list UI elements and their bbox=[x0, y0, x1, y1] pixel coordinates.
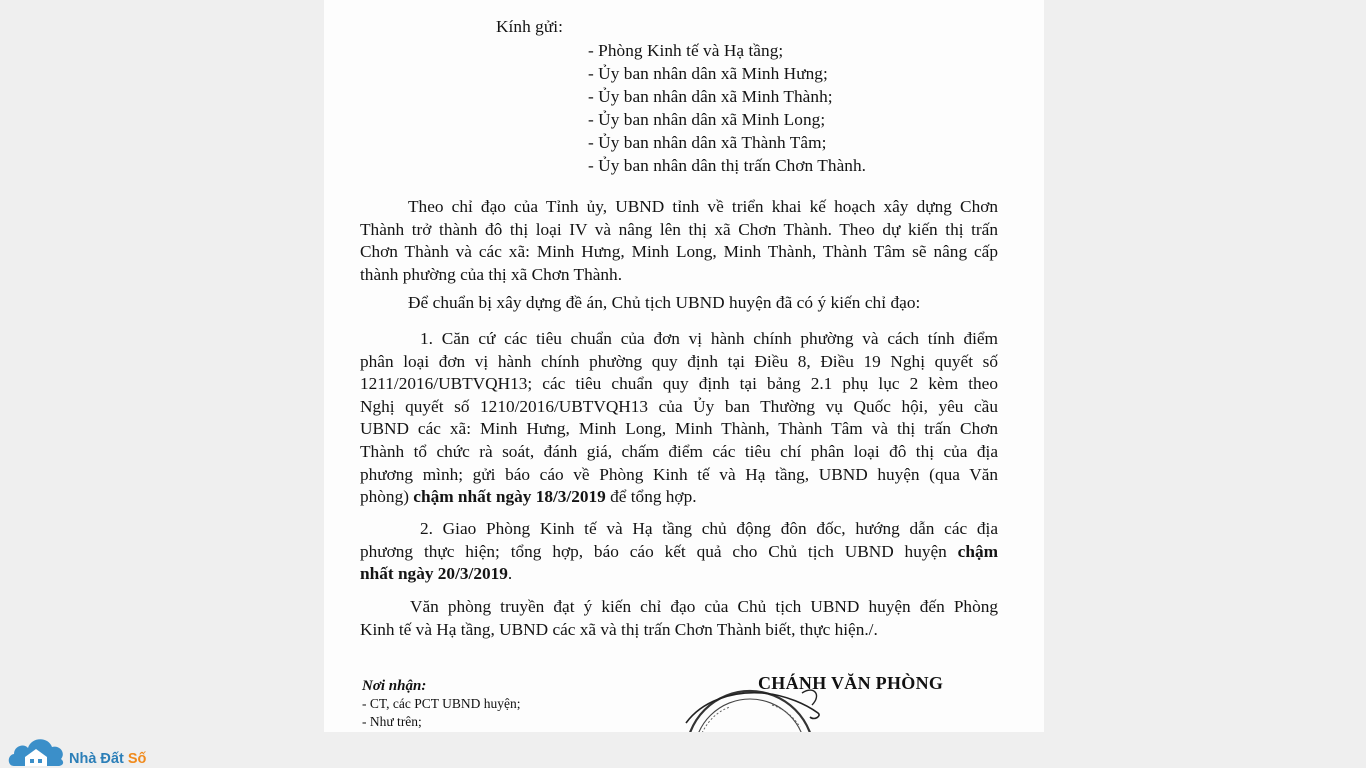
item-1-last-line bbox=[360, 486, 998, 509]
recipients-label: Nơi nhận: bbox=[362, 678, 427, 694]
item-2-line3-post: . bbox=[507, 564, 513, 584]
item-2 bbox=[360, 518, 998, 586]
item-2-line bbox=[360, 563, 998, 586]
item-1-line: Thành tổ chức rà soát, đánh giá, chấm điểm các tiêu chí phân loại đô thị của địa bbox=[360, 441, 998, 461]
brand-main: Nhà Đất bbox=[69, 751, 128, 767]
paragraph-2: Để chuẩn bị xây dựng đề án, Chủ tịch UBND huyện đã có ý kiến chỉ đạo: bbox=[408, 293, 921, 312]
item-2-line: 2. Giao Phòng Kinh tế và Hạ tầng chủ động đôn đốc, hướng dẫn các địa bbox=[420, 519, 998, 538]
paragraph-1 bbox=[360, 196, 998, 286]
item-1-line: 1. Căn cứ các tiêu chuẩn của đơn vị hành chính phường và cách tính điểm bbox=[420, 329, 998, 348]
item-1-last-pre: phòng) bbox=[360, 487, 414, 507]
paragraph-3-line: Kinh tế và Hạ tầng, UBND các xã và thị trấn Chơn Thành biết, thực hiện./. bbox=[360, 619, 878, 639]
recipients-list-item: - Như trên; bbox=[362, 714, 422, 729]
recipients-list-item: - CT, các PCT UBND huyện; bbox=[362, 696, 521, 711]
deadline-1: chậm nhất ngày 18/3/2019 bbox=[413, 487, 606, 507]
item-1-line: 1211/2016/UBTVQH13; các tiêu chuẩn quy định tại bảng 2.1 phụ lục 2 kèm theo bbox=[360, 374, 998, 394]
paragraph-1-line: Theo chỉ đạo của Tỉnh ủy, UBND tỉnh về triển khai kế hoạch xây dựng Chơn bbox=[408, 197, 998, 216]
item-1-last-post: để tổng hợp. bbox=[605, 487, 697, 507]
paragraph-3-line: Văn phòng truyền đạt ý kiến chỉ đạo của Chủ tịch UBND huyện đến Phòng bbox=[410, 597, 998, 616]
item-1-line: Nghị quyết số 1210/2016/UBTVQH13 của Ủy ban Thường vụ Quốc hội, yêu cầu bbox=[360, 396, 998, 416]
paragraph-1-line: Chơn Thành và các xã: Minh Hưng, Minh Long, Minh Thành, Thành Tâm sẽ nâng cấp bbox=[360, 242, 998, 262]
paragraph-1-line: Thành trở thành đô thị loại IV và nâng lên thị xã Chơn Thành. Theo dự kiến thị trấn bbox=[360, 219, 998, 239]
item-1 bbox=[360, 328, 998, 509]
brand-name bbox=[69, 751, 146, 767]
deadline-2-part-1: chậm bbox=[957, 541, 998, 561]
brand-accent: Số bbox=[127, 751, 147, 767]
deadline-2-part-2: nhất ngày 20/3/2019 bbox=[360, 564, 508, 584]
recipient-1: - Phòng Kinh tế và Hạ tầng; bbox=[588, 41, 784, 60]
greeting: Kính gửi: bbox=[496, 17, 563, 36]
paragraph-1-line: thành phường của thị xã Chơn Thành. bbox=[360, 264, 623, 284]
recipient-4: - Ủy ban nhân dân xã Minh Long; bbox=[588, 110, 826, 129]
recipient-6: - Ủy ban nhân dân thị trấn Chơn Thành. bbox=[588, 156, 867, 175]
official-stamp bbox=[682, 683, 832, 732]
brand-watermark bbox=[8, 733, 168, 768]
recipient-5: - Ủy ban nhân dân xã Thành Tâm; bbox=[588, 133, 827, 152]
recipient-3: - Ủy ban nhân dân xã Minh Thành; bbox=[588, 87, 833, 106]
paragraph-3 bbox=[360, 596, 998, 641]
item-2-line2-pre: phương thực hiện; tổng hợp, báo cáo kết quả cho Chủ tịch UBND huyện bbox=[360, 541, 958, 561]
recipient-2: - Ủy ban nhân dân xã Minh Hưng; bbox=[588, 64, 828, 83]
signer-title: CHÁNH VĂN PHÒNG bbox=[758, 673, 944, 693]
cloud-house-icon bbox=[8, 733, 68, 768]
item-1-line: phương mình; gửi báo cáo về Phòng Kinh tế và Hạ tầng, UBND huyện (qua Văn bbox=[360, 464, 998, 484]
item-1-line: UBND các xã: Minh Hưng, Minh Long, Minh Thành, Thành Tâm và thị trấn Chơn bbox=[360, 419, 998, 439]
document-page bbox=[324, 0, 1044, 732]
item-2-line bbox=[360, 541, 998, 564]
item-1-line: phân loại đơn vị hành chính phường quy định tại Điều 8, Điều 19 Nghị quyết số bbox=[360, 351, 998, 371]
